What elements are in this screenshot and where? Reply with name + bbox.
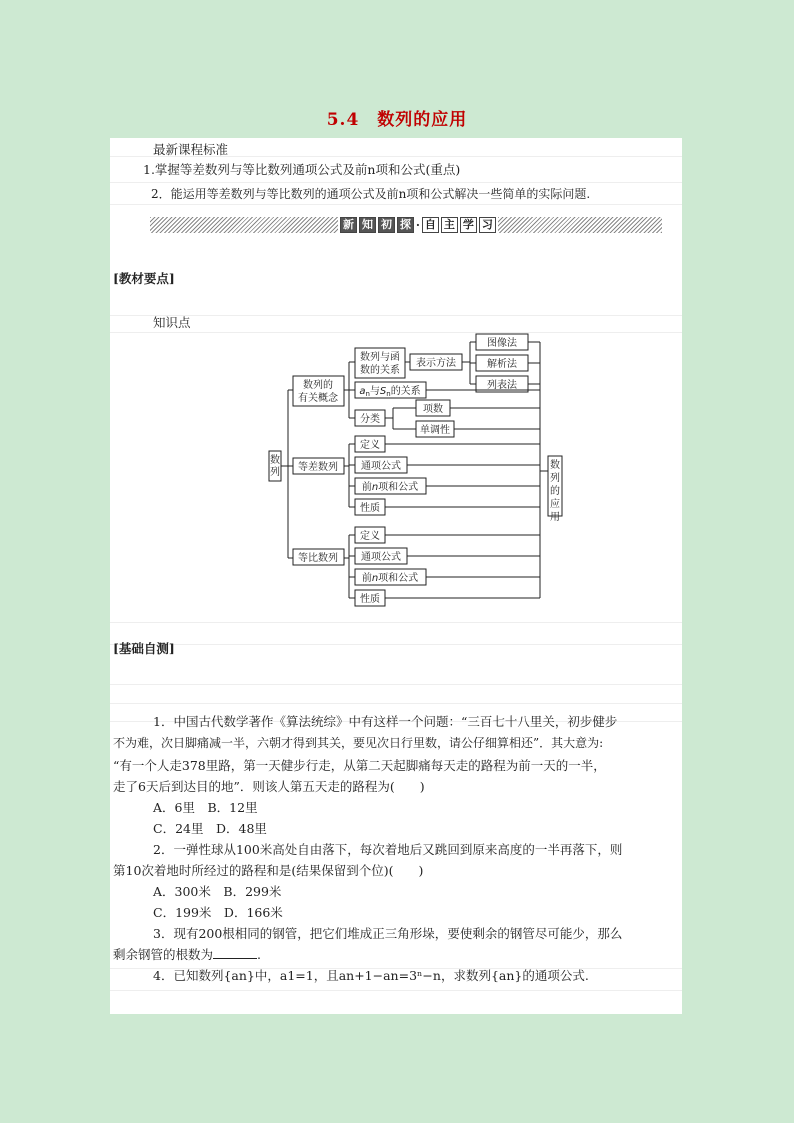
standard-item-2: 2．能运用等差数列与等比数列的通项公式及前n项和公式解决一些简单的实际问题. [151, 187, 591, 201]
diagram-app-char: 的 [550, 486, 560, 497]
q3-line: 3．现有200根相同的钢管，把它们堆成正三角形垛，要使剩余的钢管尽可能少，那么 [153, 926, 623, 941]
diagram-geo: 等比数列 [298, 553, 338, 564]
q1-options-ab: A．6里 B．12里 [153, 800, 258, 815]
document-page [110, 138, 682, 1014]
q1-line: “有一个人走378里路，第一天健步行走，从第二天起脚痛每天走的路程为前一天的一半， [113, 758, 606, 773]
banner-chip: 主 [441, 217, 458, 233]
banner-dot: · [416, 218, 420, 232]
diagram-gen: 通项公式 [361, 552, 401, 563]
q1-line: 1．中国古代数学著作《算法统综》中有这样一个问题：“三百七十八里关，初步健步 [153, 714, 618, 729]
banner-chip: 初 [378, 217, 395, 233]
diagram-mono: 单调性 [420, 425, 450, 436]
banner-chip: 自 [422, 217, 439, 233]
q2-line: 第10次着地时所经过的路程和是(结果保留到个位)( ) [113, 863, 424, 878]
diagram-concept-line: 数列的 [303, 380, 333, 391]
diagram-arith: 等差数列 [298, 462, 338, 473]
diagram-repr: 表示方法 [416, 358, 456, 369]
diagram-app-char: 列 [550, 473, 560, 484]
diagram-def: 定义 [360, 531, 380, 542]
diagram-classify: 分类 [360, 414, 380, 425]
q2-options-cd: C．199米 D．166米 [153, 905, 283, 920]
page-title: 5.4 数列的应用 [326, 110, 468, 130]
standard-item-1: 1.掌握等差数列与等比数列通项公式及前n项和公式(重点) [143, 162, 461, 177]
section-heading-basic-test: [基础自测] [113, 641, 175, 656]
diagram-def: 定义 [360, 440, 380, 451]
diagram-app-char: 数 [550, 460, 560, 471]
banner-chip: 习 [479, 217, 496, 233]
diagram-sum: 前n项和公式 [361, 573, 419, 584]
q3-line-text: 剩余钢管的根数为 [113, 947, 214, 962]
banner-chip: 新 [340, 217, 357, 233]
q1-options-cd: C．24里 D．48里 [153, 821, 267, 836]
diagram-table: 列表法 [487, 380, 517, 391]
q3-line-end: . [257, 947, 261, 962]
diagram-app-char: 用 [550, 512, 560, 523]
banner-chip: 探 [397, 217, 414, 233]
q3-answer-blank [213, 948, 257, 959]
diagram-prop: 性质 [360, 594, 380, 605]
diagram-app-char: 应 [550, 499, 560, 510]
diagram-root-char: 数 [270, 455, 280, 466]
banner-chip: 知 [359, 217, 376, 233]
q2-line: 2．一弹性球从100米高处自由落下，每次着地后又跳回到原来高度的一半再落下，则 [153, 842, 623, 857]
diagram-image: 图像法 [487, 338, 517, 349]
banner-chip: 学 [460, 217, 477, 233]
diagram-concept-line: 有关概念 [298, 393, 338, 404]
diagram-root-char: 列 [270, 467, 280, 478]
q2-options-ab: A．300米 B．299米 [153, 884, 282, 899]
concept-map-diagram [110, 138, 682, 618]
diagram-func-line: 数列与函 [360, 352, 400, 363]
q1-line: 不为难，次日脚痛减一半，六朝才得到其关，要见次日行里数，请公仔细算相还”．其大意为: [113, 736, 604, 750]
q4-line: 4．已知数列{an}中，a1=1，且an+1−an=3ⁿ−n，求数列{an}的通项公式. [153, 968, 589, 983]
diagram-prop: 性质 [360, 503, 380, 514]
q3-line-2 [113, 945, 261, 963]
diagram-analytic: 解析法 [487, 359, 517, 370]
knowledge-point-label: 知识点 [153, 315, 191, 330]
diagram-terms: 项数 [423, 404, 443, 415]
diagram-func-line: 数的关系 [360, 365, 400, 376]
standards-heading: 最新课程标准 [153, 142, 229, 157]
q1-line: 走了6天后到达目的地”．则该人第五天走的路程为( ) [113, 779, 425, 794]
diagram-sum: 前n项和公式 [361, 482, 419, 493]
section-heading-key-points: [教材要点] [113, 271, 175, 286]
diagram-gen: 通项公式 [361, 461, 401, 472]
diagram-an-sn: $a_n$与$S_n$的关系 [359, 386, 421, 398]
